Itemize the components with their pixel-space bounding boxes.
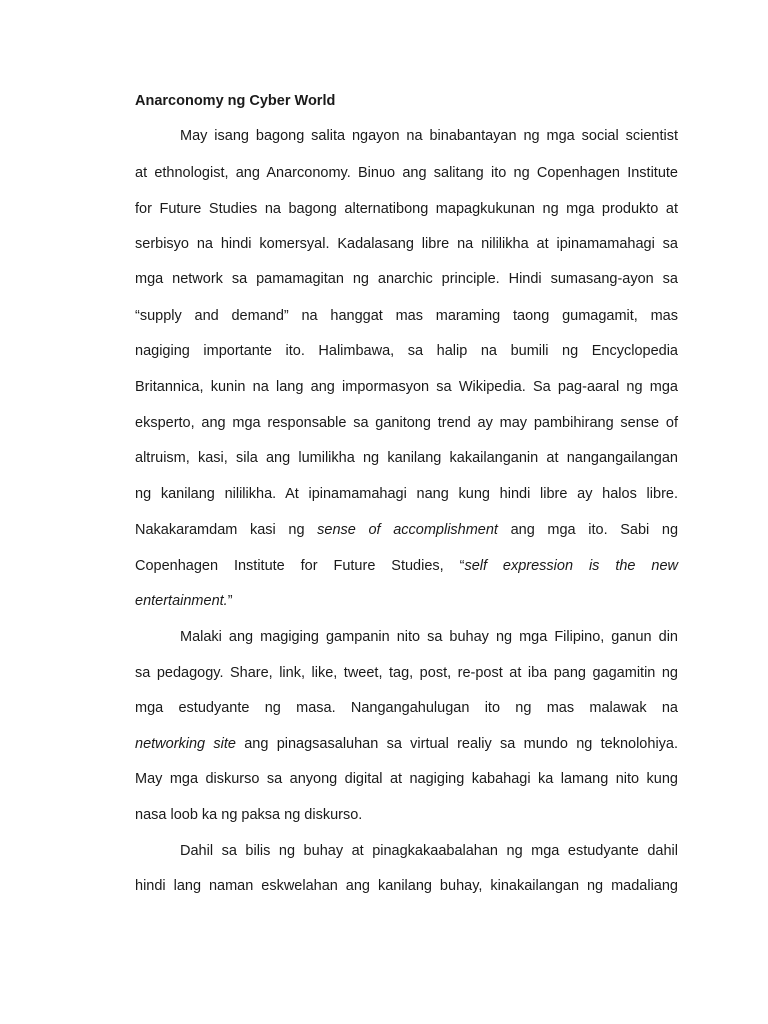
text-line: serbisyo na hindi komersyal. Kadalasang libre na nililikha at ipinamamahagi sa bbox=[135, 236, 678, 252]
text-line: mga estudyante ng masa. Nangangahulugan ito ng mas malawak na bbox=[135, 700, 678, 716]
text-line: “supply and demand” na hanggat mas maraming taong gumagamit, mas bbox=[135, 308, 678, 324]
text-line: mga network sa pamamagitan ng anarchic principle. Hindi sumasang-ayon sa bbox=[135, 271, 678, 287]
italic-phrase: sense of accomplishment bbox=[317, 522, 498, 538]
text-line: Dahil sa bilis ng buhay at pinagkakaabalahan ng mga estudyante dahil bbox=[180, 843, 678, 859]
text-line: hindi lang naman eskwelahan ang kanilang buhay, kinakailangan ng madaliang bbox=[135, 878, 678, 894]
text-line: altruism, kasi, sila ang lumilikha ng kanilang kakailanganin at nangangailangan bbox=[135, 450, 678, 466]
text-line: Britannica, kunin na lang ang impormasyon sa Wikipedia. Sa pag-aaral ng mga bbox=[135, 379, 678, 395]
text-line: sa pedagogy. Share, link, like, tweet, tag, post, re-post at iba pang gagamitin ng bbox=[135, 665, 678, 681]
text-line: entertainment.” bbox=[135, 593, 233, 609]
text-line: nasa loob ka ng paksa ng diskurso. bbox=[135, 807, 363, 823]
italic-phrase: networking site bbox=[135, 736, 236, 752]
text-line: for Future Studies na bagong alternatibong mapagkukunan ng mga produkto at bbox=[135, 201, 678, 217]
text-line: May isang bagong salita ngayon na binabantayan ng mga social scientist bbox=[180, 128, 678, 144]
text-line: Malaki ang magiging gampanin nito sa buhay ng mga Filipino, ganun din bbox=[180, 629, 678, 645]
text-line: networking site ang pinagsasaluhan sa virtual realiy sa mundo ng teknolohiya. bbox=[135, 736, 679, 752]
text-line: Copenhagen Institute for Future Studies, “self expression is the new bbox=[135, 558, 678, 574]
document-title: Anarconomy ng Cyber World bbox=[135, 93, 336, 109]
italic-quote: entertainment. bbox=[135, 593, 228, 609]
text-line: ng kanilang nililikha. At ipinamamahagi nang kung hindi libre ay halos libre. bbox=[135, 486, 678, 502]
text-line: at ethnologist, ang Anarconomy. Binuo ang salitang ito ng Copenhagen Institute bbox=[135, 165, 678, 181]
text-line: Nakakaramdam kasi ng sense of accomplishment ang mga ito. Sabi ng bbox=[135, 522, 679, 538]
text-line: nagiging importante ito. Halimbawa, sa halip na bumili ng Encyclopedia bbox=[135, 343, 678, 359]
text-line: eksperto, ang mga responsable sa ganitong trend ay may pambihirang sense of bbox=[135, 415, 678, 431]
text-line: May mga diskurso sa anyong digital at nagiging kabahagi ka lamang nito kung bbox=[135, 771, 678, 787]
italic-quote: self expression is the new bbox=[464, 558, 678, 574]
